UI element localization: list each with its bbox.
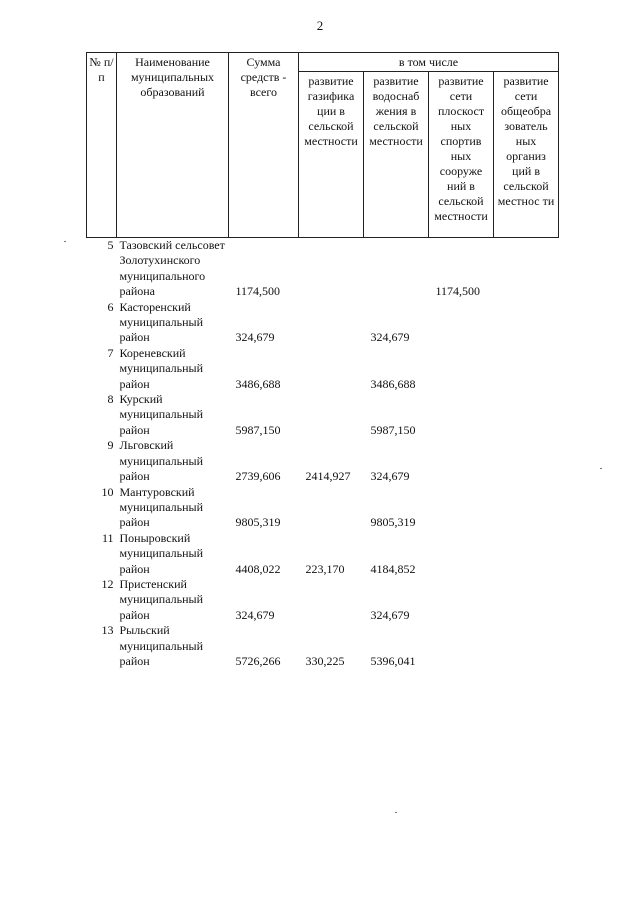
row-gasification xyxy=(299,300,364,346)
row-water-supply xyxy=(364,238,429,300)
row-total: 324,679 xyxy=(235,330,275,345)
row-sports-facilities xyxy=(429,623,494,669)
table-row xyxy=(87,238,559,300)
table-header xyxy=(87,53,559,238)
row-municipality: Тазовский сельсовет Золотухинского муниципального района xyxy=(119,238,225,299)
header-name: Наименование муниципальных образований xyxy=(117,53,229,238)
row-sports-facilities xyxy=(429,485,494,531)
header-schools: развитие сети общеобра зователь ных организ ций в сельской местнос ти xyxy=(494,72,559,238)
row-municipality: Рыльский муниципальный район xyxy=(119,623,204,668)
row-schools xyxy=(494,238,559,300)
row-number: 5 xyxy=(107,238,114,252)
table-row xyxy=(87,531,559,577)
row-sports-facilities xyxy=(429,300,494,346)
table-row xyxy=(87,346,559,392)
row-gasification: 223,170 xyxy=(305,561,345,576)
header-sports-facilities: развитие сети плоскост ных спортив ных сооруже ний в сельской местности xyxy=(429,72,494,238)
row-total: 5726,266 xyxy=(235,653,281,668)
row-municipality: Льговский муниципальный район xyxy=(119,438,204,484)
header-water-supply: развитие водоснаб жения в сельской местности xyxy=(364,72,429,238)
row-total: 324,679 xyxy=(235,607,275,622)
scan-speck xyxy=(600,468,602,469)
row-gasification xyxy=(299,346,364,392)
row-gasification: 330,225 xyxy=(305,653,345,668)
row-schools xyxy=(494,485,559,531)
row-water-supply: 3486,688 xyxy=(370,376,416,391)
row-gasification: 2414,927 xyxy=(305,469,351,484)
row-water-supply: 324,679 xyxy=(370,607,410,622)
row-municipality: Мантуровский муниципальный район xyxy=(119,484,204,530)
row-total: 2739,606 xyxy=(235,469,281,484)
row-total: 1174,500 xyxy=(235,284,281,299)
row-water-supply: 324,679 xyxy=(370,469,410,484)
table-row xyxy=(87,485,559,531)
row-number: 11 xyxy=(101,530,114,545)
row-gasification xyxy=(299,577,364,623)
table-row xyxy=(87,438,559,484)
row-number: 7 xyxy=(107,345,114,360)
page-number: 2 xyxy=(316,18,324,33)
header-including: в том числе xyxy=(299,53,559,72)
row-schools xyxy=(494,300,559,346)
row-gasification xyxy=(299,238,364,300)
row-water-supply: 324,679 xyxy=(370,330,410,345)
row-schools xyxy=(494,623,559,669)
row-schools xyxy=(494,346,559,392)
row-schools xyxy=(494,438,559,484)
row-total: 5987,150 xyxy=(235,422,281,437)
row-total: 9805,319 xyxy=(235,515,281,530)
funding-table xyxy=(86,52,559,669)
row-gasification xyxy=(299,485,364,531)
row-water-supply: 5987,150 xyxy=(370,422,416,437)
scan-speck xyxy=(64,241,66,242)
row-sports-facilities xyxy=(429,577,494,623)
row-total: 4408,022 xyxy=(235,561,281,576)
row-number: 12 xyxy=(101,576,114,591)
row-municipality: Пристенский муниципальный район xyxy=(119,576,204,622)
row-schools xyxy=(494,531,559,577)
row-municipality: Курский муниципальный район xyxy=(119,392,204,437)
row-sports-facilities xyxy=(429,346,494,392)
row-sports-facilities xyxy=(429,531,494,577)
row-number: 10 xyxy=(101,484,114,499)
table-row xyxy=(87,392,559,438)
row-water-supply: 4184,852 xyxy=(370,561,416,576)
row-municipality: Кореневский муниципальный район xyxy=(119,345,204,391)
table-row xyxy=(87,623,559,669)
row-municipality: Касторенский муниципальный район xyxy=(119,299,204,345)
row-municipality: Поныровский муниципальный район xyxy=(119,530,204,576)
row-total: 3486,688 xyxy=(235,376,281,391)
table-row xyxy=(87,300,559,346)
header-gasification: развитие газифика ции в сельской местности xyxy=(299,72,364,238)
row-water-supply: 5396,041 xyxy=(370,653,416,668)
row-number: 8 xyxy=(107,392,114,407)
row-sports-facilities xyxy=(429,392,494,438)
row-schools xyxy=(494,577,559,623)
table-row xyxy=(87,577,559,623)
row-number: 9 xyxy=(107,438,114,453)
header-total: Сумма средств - всего xyxy=(229,53,299,238)
row-number: 13 xyxy=(101,623,114,638)
table-body xyxy=(87,238,559,670)
row-sports-facilities: 1174,500 xyxy=(435,284,481,299)
row-water-supply: 9805,319 xyxy=(370,515,416,530)
header-number: № п/п xyxy=(87,53,117,238)
row-sports-facilities xyxy=(429,438,494,484)
scan-speck xyxy=(395,812,397,813)
row-number: 6 xyxy=(107,299,114,314)
row-schools xyxy=(494,392,559,438)
row-gasification xyxy=(299,392,364,438)
